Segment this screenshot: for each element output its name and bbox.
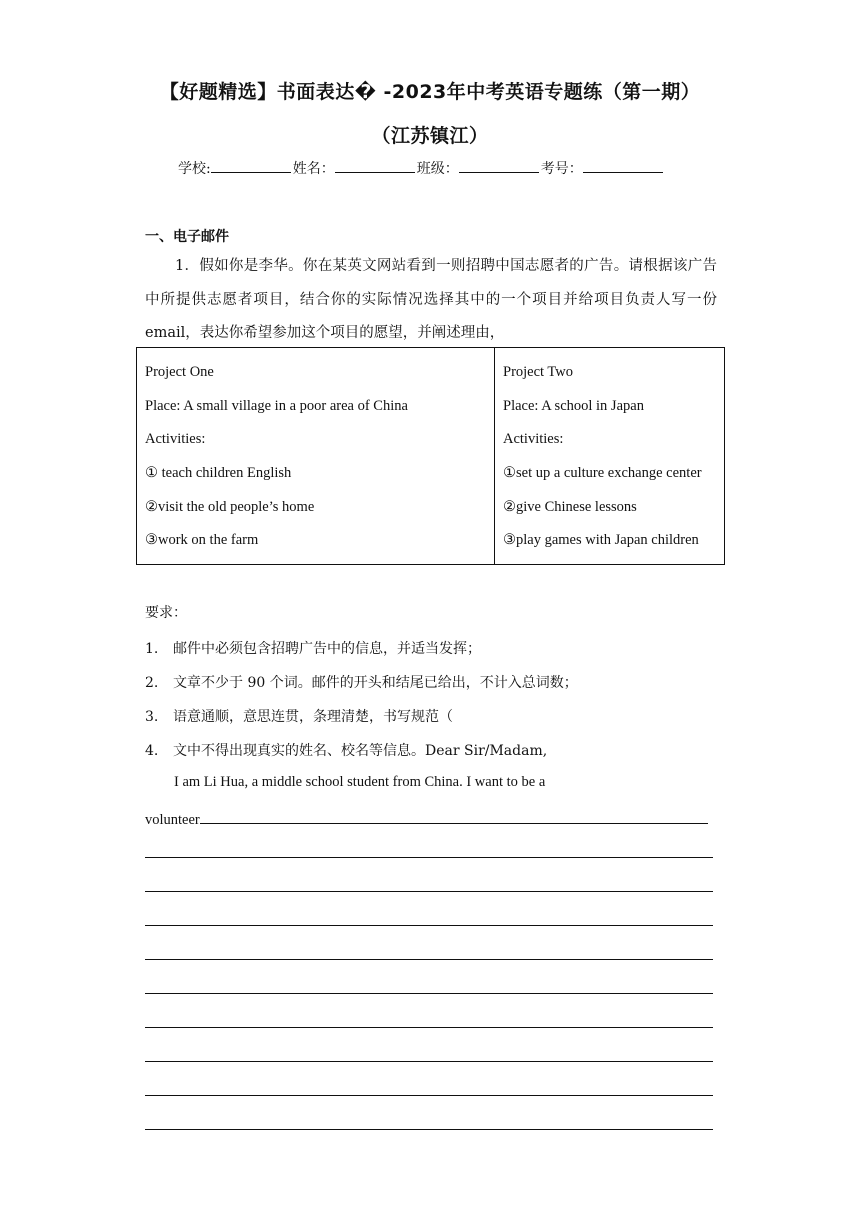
requirement-text: 邮件中必须包含招聘广告中的信息，并适当发挥； bbox=[173, 641, 481, 657]
writing-line[interactable] bbox=[145, 1027, 713, 1028]
writing-line[interactable] bbox=[145, 993, 713, 994]
projects-table bbox=[136, 347, 725, 565]
requirements-heading: 要求： bbox=[145, 605, 187, 621]
writing-line[interactable] bbox=[145, 925, 713, 926]
activities-label: Activities: bbox=[145, 431, 206, 448]
writing-line[interactable] bbox=[145, 857, 713, 858]
activity-item: ②visit the old people’s home bbox=[145, 498, 315, 515]
requirement-item bbox=[145, 638, 481, 658]
writing-line[interactable] bbox=[145, 1095, 713, 1096]
requirement-number: 2. bbox=[145, 675, 159, 691]
activity-item: ③play games with Japan children bbox=[503, 532, 699, 549]
activity-item: ③work on the farm bbox=[145, 532, 259, 549]
page-title: 【好题精选】书面表达� -2023年中考英语专题练（第一期） bbox=[159, 81, 701, 103]
requirement-number: 1. bbox=[145, 641, 159, 657]
class-blank[interactable] bbox=[459, 158, 539, 173]
project-name: Project Two bbox=[503, 364, 574, 380]
name-label: 姓名： bbox=[292, 161, 335, 177]
writing-blank[interactable] bbox=[200, 808, 708, 824]
requirement-number: 4. bbox=[145, 743, 159, 759]
exam-number-blank[interactable] bbox=[583, 158, 663, 173]
requirement-item bbox=[145, 740, 547, 760]
activities-label: Activities: bbox=[503, 431, 564, 448]
activity-item: ②give Chinese lessons bbox=[503, 498, 637, 515]
requirement-text: 文中不得出现真实的姓名、校名等信息。Dear Sir/Madam, bbox=[173, 743, 548, 759]
letter-opening-line: I am Li Hua, a middle school student from China. I want to be a bbox=[174, 774, 546, 790]
requirement-text: 文章不少于 90 个词。邮件的开头和结尾已给出，不计入总词数； bbox=[173, 675, 578, 691]
project-two-cell bbox=[495, 348, 725, 565]
activity-item: ①set up a culture exchange center bbox=[503, 465, 702, 482]
project-one-cell bbox=[137, 348, 495, 565]
requirement-item bbox=[145, 672, 578, 692]
volunteer-word: volunteer bbox=[145, 812, 200, 828]
writing-line[interactable] bbox=[145, 1129, 713, 1130]
volunteer-line bbox=[145, 808, 708, 829]
question-prompt: 1．假如你是李华。你在某英文网站看到一则招聘中国志愿者的广告。请根据该广告中所提供志愿者项目，结合你的实际情况选择其中的一个项目并给项目负责人写一份email，表达你希望参加这个项目的愿望，并阐述理由， bbox=[145, 258, 717, 341]
writing-line[interactable] bbox=[145, 891, 713, 892]
student-info-row bbox=[178, 158, 665, 178]
writing-line[interactable] bbox=[145, 959, 713, 960]
school-blank[interactable] bbox=[211, 158, 291, 173]
activity-item: ① teach children English bbox=[145, 465, 292, 482]
project-name: Project One bbox=[145, 364, 214, 380]
name-blank[interactable] bbox=[335, 158, 415, 173]
exam-number-label: 考号： bbox=[540, 161, 583, 177]
section-heading: 一、电子邮件 bbox=[145, 229, 229, 245]
page-subtitle: （江苏镇江） bbox=[371, 125, 489, 147]
school-label: 学校: bbox=[178, 161, 211, 177]
requirement-text: 语意通顺，意思连贯，条理清楚，书写规范（ bbox=[173, 709, 453, 725]
writing-line[interactable] bbox=[145, 1061, 713, 1062]
project-place: Place: A small village in a poor area of China bbox=[145, 397, 408, 414]
requirement-item bbox=[145, 706, 453, 726]
class-label: 班级： bbox=[416, 161, 459, 177]
project-place: Place: A school in Japan bbox=[503, 397, 644, 414]
requirement-number: 3. bbox=[145, 709, 159, 725]
